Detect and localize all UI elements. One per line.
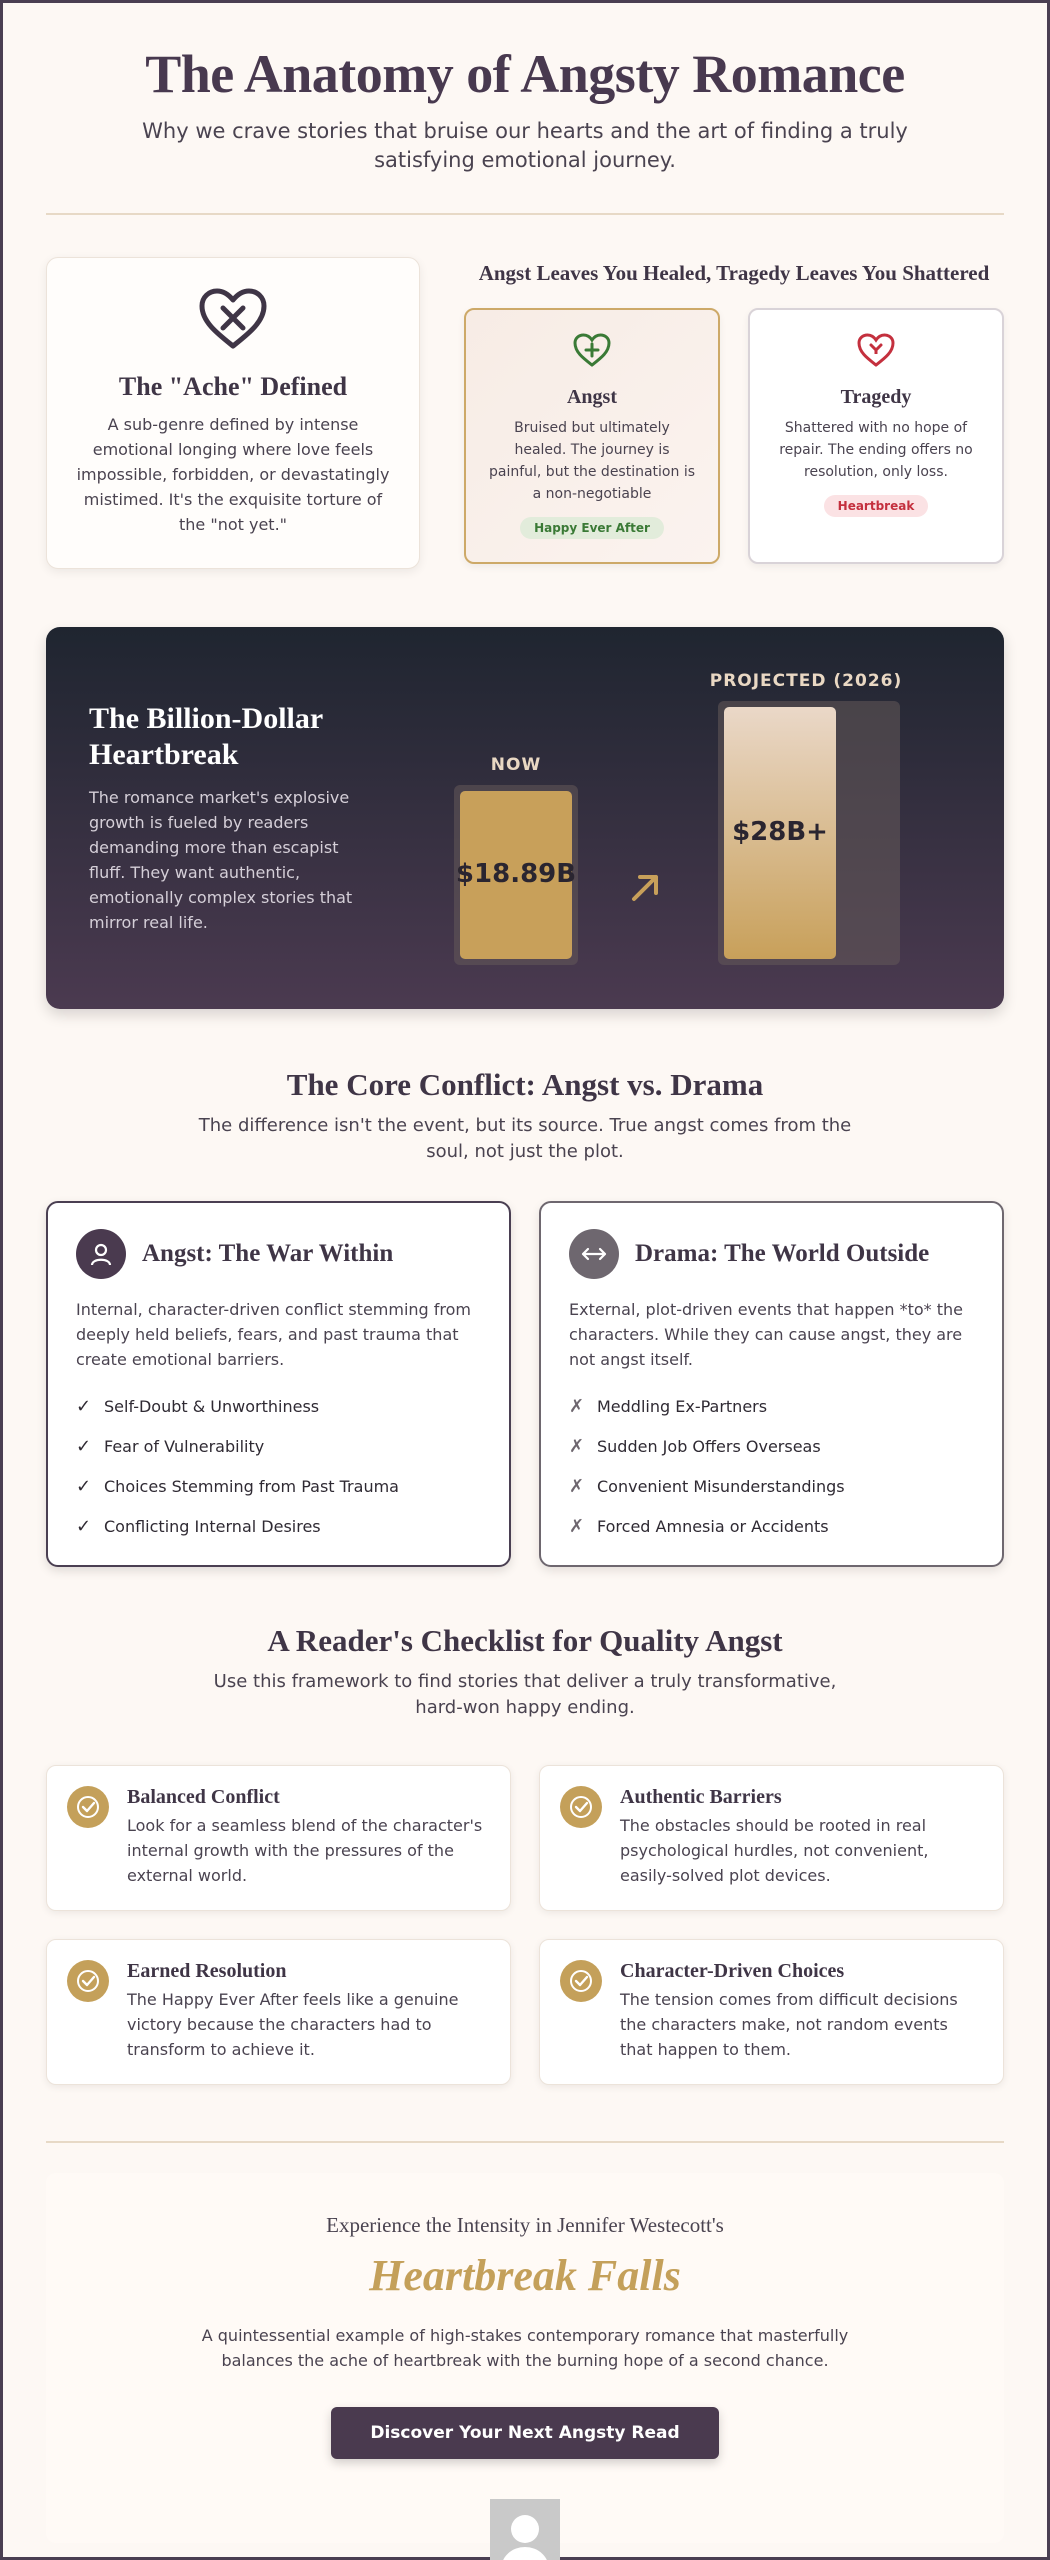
list-item [76, 1466, 481, 1506]
check-mark-icon: ✓ [76, 1475, 92, 1497]
checklist-card [46, 1939, 511, 2085]
page-title: The Anatomy of Angsty Romance [145, 44, 905, 104]
x-mark-icon: ✗ [569, 1515, 585, 1537]
list-item-label: Convenient Misunderstandings [597, 1476, 845, 1496]
comparison-title: Angst Leaves You Healed, Tragedy Leaves You Shattered [478, 261, 990, 285]
list-item [569, 1506, 974, 1546]
check-circle-icon [560, 1960, 602, 2002]
page-subtitle: Why we crave stories that bruise our hearts and the art of finding a truly satisfying emotional journey. [142, 119, 908, 172]
angst-description: Bruised but ultimately healed. The journey is painful, but the destination is a non-negotiable [488, 420, 696, 502]
list-item [76, 1426, 481, 1466]
divider [46, 213, 1004, 215]
list-item [76, 1386, 481, 1426]
checklist-title: A Reader's Checklist for Quality Angst [267, 1623, 783, 1658]
list-item-label: Conflicting Internal Desires [104, 1516, 321, 1536]
conflict-subtitle: The difference isn't the event, but its source. True angst comes from the soul, not just the plot. [198, 1115, 852, 1162]
list-item-label: Fear of Vulnerability [104, 1436, 265, 1456]
book-description: A quintessential example of high-stakes contemporary romance that masterfully balances the ache of heartbreak with the burning hope of a second chance. [201, 2326, 849, 2370]
angst-conflict-description: Internal, character-driven conflict stemming from deeply held beliefs, fears, and past trauma that create emotional barriers. [76, 1300, 472, 1369]
angst-name: Angst [566, 386, 617, 408]
heartbreak-badge: Heartbreak [824, 495, 929, 517]
definition-section [46, 257, 1004, 569]
angst-card [464, 308, 720, 564]
angst-conflict-list [76, 1386, 481, 1546]
checklist-item-description: The Happy Ever After feels like a genuine victory because the characters had to transform to achieve it. [127, 1990, 459, 2059]
arrows-horizontal-icon [569, 1229, 619, 1279]
angst-conflict-card [46, 1201, 511, 1567]
ache-card [46, 257, 420, 569]
promo-intro: Experience the Intensity in Jennifer Westecott's [326, 2213, 724, 2237]
check-mark-icon: ✓ [76, 1395, 92, 1417]
checklist-item-title: Authentic Barriers [620, 1786, 782, 1808]
author-avatar-placeholder-icon [490, 2499, 560, 2560]
list-item-label: Forced Amnesia or Accidents [597, 1516, 829, 1536]
check-mark-icon: ✓ [76, 1435, 92, 1457]
divider [46, 2141, 1004, 2143]
list-item-label: Self-Doubt & Unworthiness [104, 1396, 320, 1416]
market-panel [46, 627, 1004, 1009]
heart-broken-icon [856, 332, 896, 368]
x-mark-icon: ✗ [569, 1395, 585, 1417]
checklist-card [46, 1765, 511, 1911]
drama-conflict-list [569, 1386, 974, 1546]
tragedy-name: Tragedy [840, 386, 912, 408]
discover-read-button[interactable]: Discover Your Next Angsty Read [331, 2407, 719, 2459]
check-circle-icon [67, 1960, 109, 2002]
list-item-label: Meddling Ex-Partners [597, 1396, 768, 1416]
drama-conflict-description: External, plot-driven events that happen *to* the characters. While they can cause angst, they are not angst itself. [569, 1300, 964, 1369]
projected-value: $28B+ [732, 817, 828, 847]
list-item [569, 1386, 974, 1426]
heart-plus-icon [572, 332, 612, 368]
check-circle-icon [560, 1786, 602, 1828]
x-mark-icon: ✗ [569, 1435, 585, 1457]
list-item-label: Sudden Job Offers Overseas [597, 1436, 821, 1456]
tragedy-card [748, 308, 1004, 564]
happy-ever-after-badge: Happy Ever After [520, 517, 664, 539]
angst-conflict-title: Angst: The War Within [142, 1240, 394, 1267]
checklist-item-description: The tension comes from difficult decisions the characters make, not random events that happen to them. [620, 1990, 958, 2059]
checklist-item-title: Character-Driven Choices [620, 1960, 845, 1982]
broken-heart-x-icon [198, 288, 268, 350]
list-item-label: Choices Stemming from Past Trauma [104, 1476, 399, 1496]
market-title: The Billion-Dollar Heartbreak [89, 702, 323, 771]
comparison-panel [464, 257, 1004, 569]
checklist-card [539, 1765, 1004, 1911]
check-mark-icon: ✓ [76, 1515, 92, 1537]
x-mark-icon: ✗ [569, 1475, 585, 1497]
definition-description: A sub-genre defined by intense emotional longing where love feels impossible, forbidden, or devastatingly mistimed. It's the exquisite torture of the "not yet." [76, 415, 390, 534]
drama-conflict-card [539, 1201, 1004, 1567]
book-promo [46, 2173, 1004, 2543]
checklist-item-description: Look for a seamless blend of the character's internal growth with the pressures of the external world. [127, 1816, 483, 1885]
now-value: $18.89B [455, 859, 577, 889]
drama-conflict-title: Drama: The World Outside [635, 1240, 930, 1267]
list-item [569, 1466, 974, 1506]
projected-label: PROJECTED (2026) [709, 671, 903, 691]
conflict-title: The Core Conflict: Angst vs. Drama [286, 1067, 764, 1102]
checklist-section [46, 1623, 1004, 2085]
person-icon [76, 1229, 126, 1279]
list-item [569, 1426, 974, 1466]
checklist-subtitle: Use this framework to find stories that deliver a truly transformative, hard-won happy ending. [213, 1671, 837, 1718]
now-label: NOW [490, 755, 542, 775]
book-title: Heartbreak Falls [369, 2251, 681, 2300]
checklist-item-title: Earned Resolution [127, 1960, 287, 1982]
trend-up-arrow-icon [628, 871, 662, 905]
checklist-item-description: The obstacles should be rooted in real psychological hurdles, not convenient, easily-solved plot devices. [620, 1816, 929, 1885]
check-circle-icon [67, 1786, 109, 1828]
definition-title: The "Ache" Defined [118, 372, 348, 401]
market-description: The romance market's explosive growth is fueled by readers demanding more than escapist fluff. They want authentic, emotionally complex stories that mirror real life. [89, 788, 353, 932]
checklist-item-title: Balanced Conflict [127, 1786, 280, 1808]
checklist-card [539, 1939, 1004, 2085]
conflict-section [46, 1067, 1004, 1567]
list-item [76, 1506, 481, 1546]
tragedy-description: Shattered with no hope of repair. The ending offers no resolution, only loss. [779, 420, 973, 480]
